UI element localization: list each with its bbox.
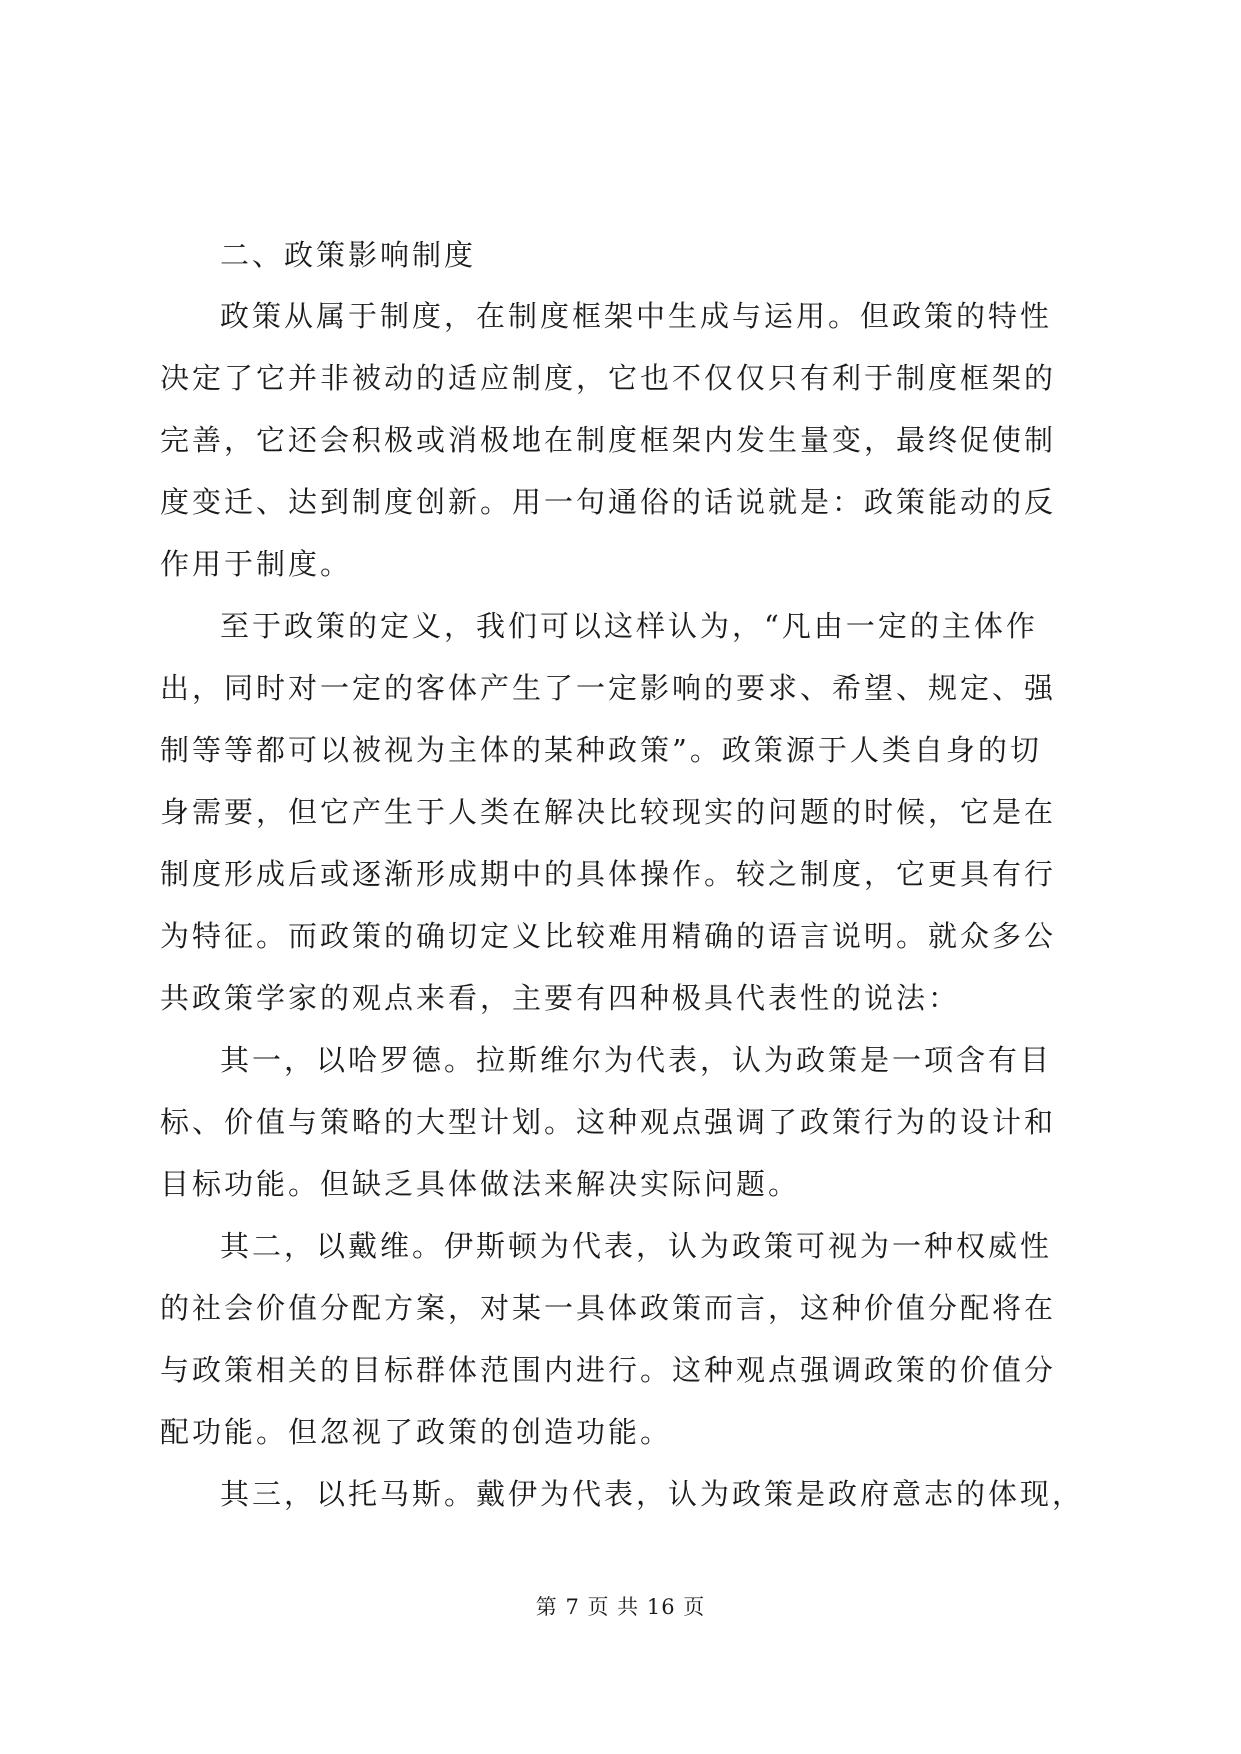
paragraph-line: 其一，以哈罗德。拉斯维尔为代表，认为政策是一项含有目: [220, 1043, 1053, 1077]
paragraph-4: [160, 1215, 1080, 1463]
paragraph-line: 制度形成后或逐渐形成期中的具体操作。较之制度，它更具有行: [160, 857, 1057, 891]
paragraph-line: 出，同时对一定的客体产生了一定影响的要求、希望、规定、强: [160, 671, 1057, 705]
section-heading: 二、政策影响制度: [220, 238, 477, 272]
paragraph-line: 与政策相关的目标群体范围内进行。这种观点强调政策的价值分: [160, 1353, 1057, 1387]
paragraph-line: 共政策学家的观点来看，主要有四种极具代表性的说法：: [160, 981, 961, 1015]
paragraph-line: 标、价值与策略的大型计划。这种观点强调了政策行为的设计和: [160, 1105, 1057, 1139]
paragraph-line: 的社会价值分配方案，对某一具体政策而言，这种价值分配将在: [160, 1291, 1057, 1325]
paragraph-line: 配功能。但忽视了政策的创造功能。: [160, 1415, 673, 1449]
paragraph-line: 作用于制度。: [160, 547, 353, 581]
paragraph-line: 完善，它还会积极或消极地在制度框架内发生量变，最终促使制: [160, 423, 1057, 457]
paragraph-line: 至于政策的定义，我们可以这样认为，“凡由一定的主体作: [220, 609, 1038, 643]
paragraph-1: [160, 285, 1080, 595]
page-number-footer: 第 7 页 共 16 页: [535, 1595, 706, 1619]
paragraph-line: 决定了它并非被动的适应制度，它也不仅仅只有利于制度框架的: [160, 361, 1057, 395]
paragraph-line: 其二，以戴维。伊斯顿为代表，认为政策可视为一种权威性: [220, 1229, 1053, 1263]
paragraph-line: 目标功能。但缺乏具体做法来解决实际问题。: [160, 1167, 801, 1201]
paragraph-line: 为特征。而政策的确切定义比较难用精确的语言说明。就众多公: [160, 919, 1057, 953]
paragraph-line: 身需要，但它产生于人类在解决比较现实的问题的时候，它是在: [160, 795, 1057, 829]
paragraph-line: 其三，以托马斯。戴伊为代表，认为政策是政府意志的体现，: [220, 1477, 1085, 1511]
paragraph-3: [160, 1029, 1080, 1215]
paragraph-2: [160, 595, 1080, 1029]
paragraph-line: 制等等都可以被视为主体的某种政策”。政策源于人类自身的切: [160, 733, 1042, 767]
paragraph-line: 度变迁、达到制度创新。用一句通俗的话说就是：政策能动的反: [160, 485, 1057, 519]
paragraph-5: [160, 1463, 1085, 1525]
paragraph-line: 政策从属于制度，在制度框架中生成与运用。但政策的特性: [220, 299, 1053, 333]
page-body: [160, 225, 1085, 1525]
